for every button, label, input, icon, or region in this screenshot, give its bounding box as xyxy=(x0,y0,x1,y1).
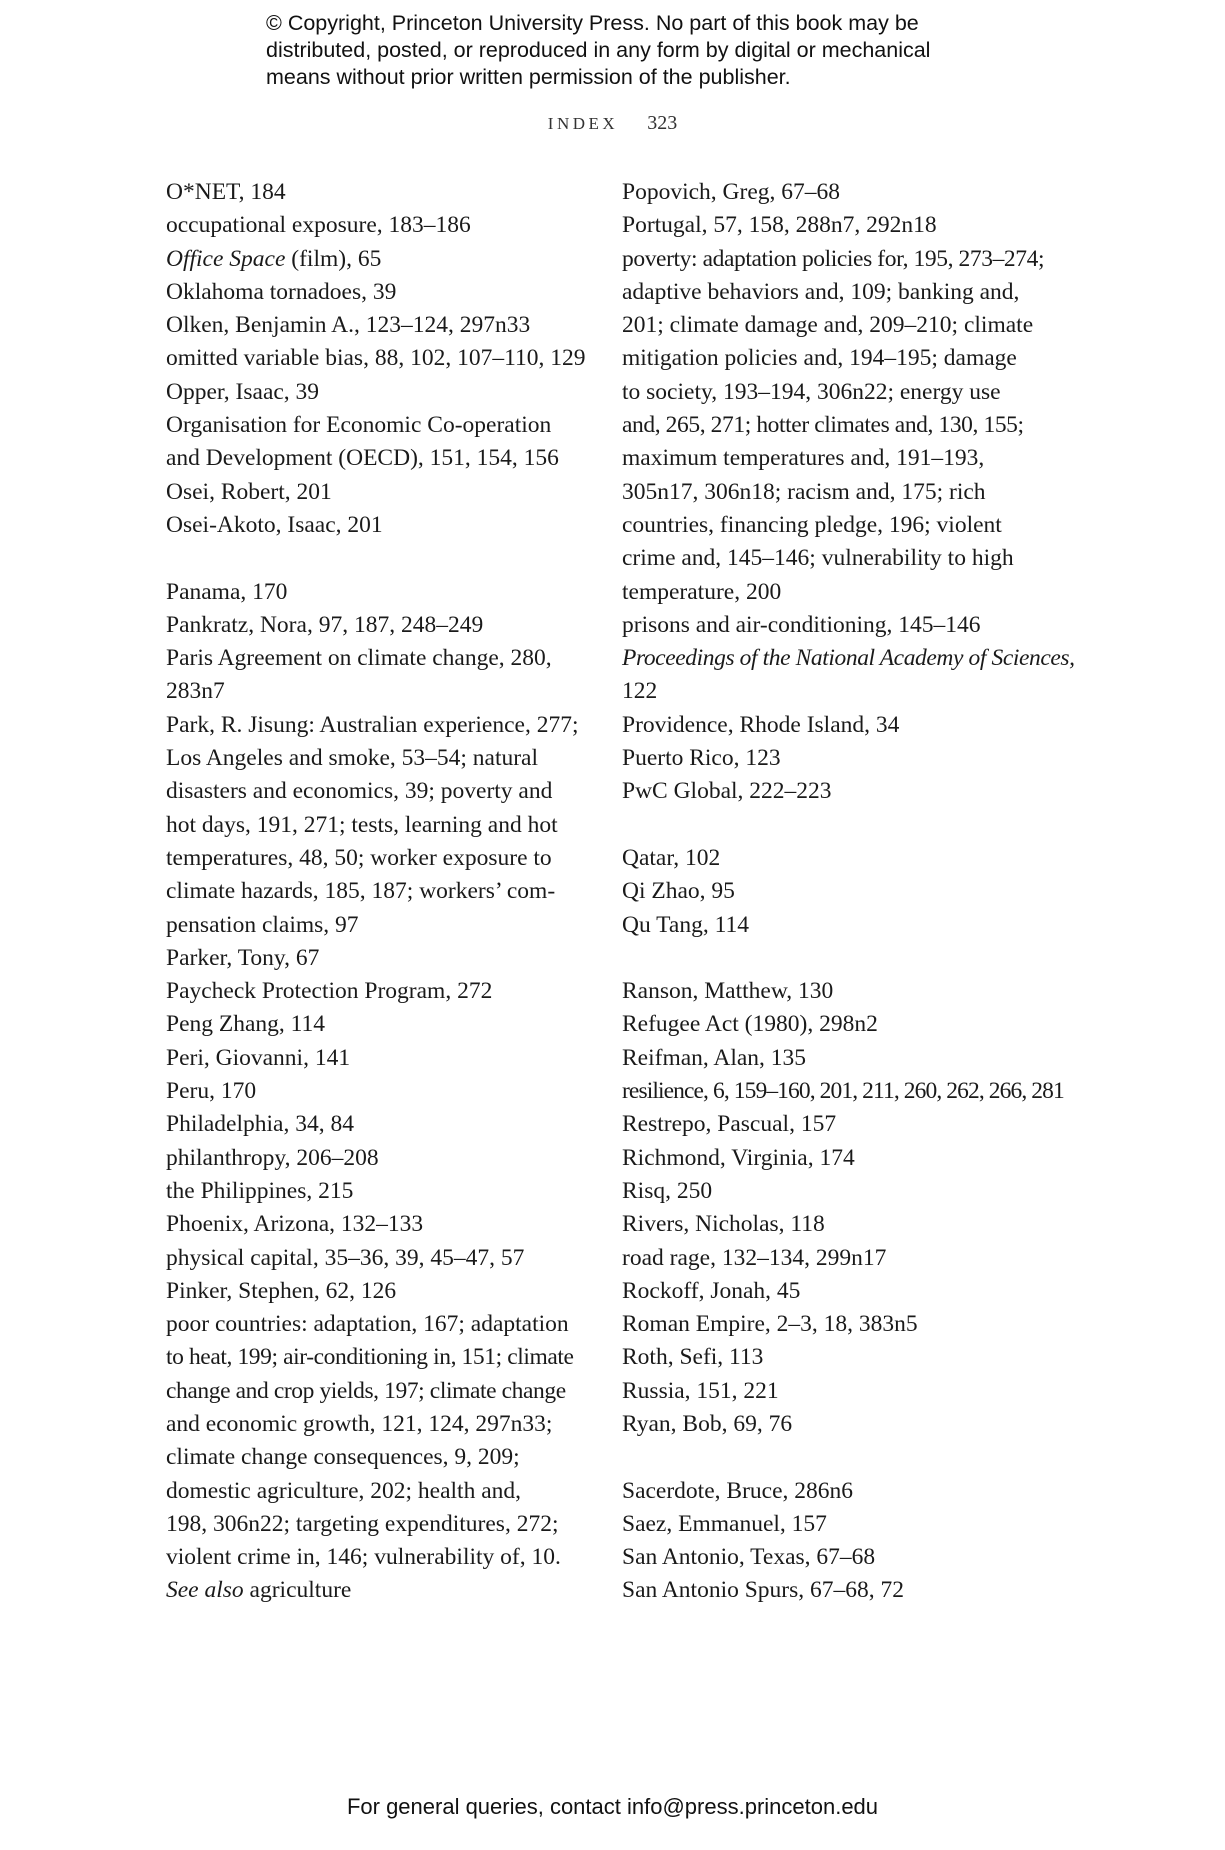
index-entry: Qatar, 102 xyxy=(622,844,721,871)
index-entry: Russia, 151, 221 xyxy=(622,1377,779,1404)
index-entry: Pankratz, Nora, 97, 187, 248–249 xyxy=(166,611,484,638)
copyright-line: © Copyright, Princeton University Press. No part of this book may be xyxy=(266,11,919,35)
index-entry: Paycheck Protection Program, 272 xyxy=(166,978,493,1005)
index-entry: Sacerdote, Bruce, 286n6 xyxy=(622,1477,854,1504)
index-entry: Popovich, Greg, 67–68 xyxy=(622,179,841,205)
index-entry: Rivers, Nicholas, 118 xyxy=(622,1211,825,1238)
index-entry: Organisation for Economic Co-operation and Development (OECD), 151, 154, 156 xyxy=(166,412,559,472)
index-entry: Oklahoma tornadoes, 39 xyxy=(166,278,397,305)
index-entry: O*NET, 184 xyxy=(166,179,286,205)
index-entry: resilience, 6, 159–160, 201, 211, 260, 262, 266, 281 xyxy=(622,1078,1064,1105)
index-entry: Parker, Tony, 67 xyxy=(166,944,320,971)
letter-group-gap xyxy=(622,1441,1042,1474)
index-entry: Philadelphia, 34, 84 xyxy=(166,1111,354,1138)
index-entry: Ryan, Bob, 69, 76 xyxy=(622,1410,793,1437)
index-entry: Phoenix, Arizona, 132–133 xyxy=(166,1211,424,1238)
index-entry: Olken, Benjamin A., 123–124, 297n33 xyxy=(166,312,531,339)
index-entry: Risq, 250 xyxy=(622,1177,713,1204)
index-entry: Qi Zhao, 95 xyxy=(622,878,735,905)
index-entry: Opper, Isaac, 39 xyxy=(166,378,320,405)
footer-contact: For general queries, contact info@press.princeton.edu xyxy=(346,1794,879,1819)
index-entry: Roth, Sefi, 113 xyxy=(622,1344,764,1371)
index-entry: physical capital, 35–36, 39, 45–47, 57 xyxy=(166,1244,525,1271)
index-entry: Peru, 170 xyxy=(166,1078,257,1105)
index-entry: Qu Tang, 114 xyxy=(622,911,749,938)
index-column-right xyxy=(622,176,1075,1608)
work-title: Office Space xyxy=(166,245,286,272)
index-entry: Panama, 170 xyxy=(166,578,288,605)
index-entry: Osei-Akoto, Isaac, 201 xyxy=(166,511,383,538)
page-number: 323 xyxy=(647,112,678,134)
index-entry: Paris Agreement on climate change, 280, 283n7 xyxy=(166,645,552,705)
index-entry: Proceedings of the National Academy of Sciences, 122 xyxy=(622,642,1042,709)
index-entry: Puerto Rico, 123 xyxy=(622,745,781,772)
index-entry: Refugee Act (1980), 298n2 xyxy=(622,1011,878,1038)
letter-group-gap xyxy=(166,542,586,575)
copyright-line: distributed, posted, or reproduced in any form by digital or mechanical xyxy=(266,38,931,62)
index-entry: Park, R. Jisung: Australian experience, 277; Los Angeles and smoke, 53–54; natural disasters and economics, 39; poverty and hot days, 191, 271; tests, learning and hot temperatures, 48, 50; worker exposure to climate hazards, 185, 187; workers’ com- pensation claims, 97 xyxy=(166,711,579,938)
index-entry: prisons and air-conditioning, 145–146 xyxy=(622,611,981,638)
index-entry: poor countries: adaptation, 167; adaptation to heat, 199; air-conditioning in, 151; climate change and crop yields, 197; climate change and economic growth, 121, 124, 297n33; climate change consequences, 9, 209; domestic agriculture, 202; health and, 198, 306n22; targeting expenditures, 272; violent crime in, 146; vulnerability of, 10. See also agriculture xyxy=(166,1311,574,1604)
index-entry: Roman Empire, 2–3, 18, 383n5 xyxy=(622,1311,918,1338)
see-also: See also xyxy=(166,1577,244,1604)
index-entry: San Antonio, Texas, 67–68 xyxy=(622,1544,876,1571)
running-head-label: INDEX xyxy=(547,114,619,133)
index-entry: Osei, Robert, 201 xyxy=(166,478,332,505)
index-entry: philanthropy, 206–208 xyxy=(166,1144,379,1171)
index-entry: Office Space (film), 65 xyxy=(166,245,382,272)
index-entry: Pinker, Stephen, 62, 126 xyxy=(166,1277,397,1304)
index-entry: Restrepo, Pascual, 157 xyxy=(622,1111,837,1138)
index-entry: road rage, 132–134, 299n17 xyxy=(622,1244,887,1271)
index-entry: the Philippines, 215 xyxy=(166,1177,354,1204)
index-entry: Providence, Rhode Island, 34 xyxy=(622,711,900,738)
index-entry: Portugal, 57, 158, 288n7, 292n18 xyxy=(622,212,937,239)
index-entry: Peri, Giovanni, 141 xyxy=(166,1044,351,1071)
index-entry: Peng Zhang, 114 xyxy=(166,1011,326,1038)
index-entry: Richmond, Virginia, 174 xyxy=(622,1144,855,1171)
letter-group-gap xyxy=(622,942,1042,975)
work-title: Proceedings of the National Academy of Sciences, xyxy=(622,645,1075,672)
index-entry: Ranson, Matthew, 130 xyxy=(622,978,834,1005)
index-entry: Rockoff, Jonah, 45 xyxy=(622,1277,801,1304)
running-head xyxy=(0,112,1225,135)
index-entry: Reifman, Alan, 135 xyxy=(622,1044,807,1071)
letter-group-gap xyxy=(622,809,1042,842)
copyright-notice xyxy=(266,10,1026,91)
index-column-left xyxy=(166,176,586,1608)
index-entry: occupational exposure, 183–186 xyxy=(166,212,471,239)
index-entry: poverty: adaptation policies for, 195, 273–274; adaptive behaviors and, 109; banking and, 201; climate damage and, 209–210; climate mitigation policies and, 194–195; damage to society, 193–194, 306n22; energy use and, 265, 271; hotter climates and, 130, 155; maximum temperatures and, 191–193, 305n17, 306n18; racism and, 175; rich countries, financing pledge, 196; violent crime and, 145–146; vulnerability to high temperature, 200 xyxy=(622,245,1045,605)
index-entry: omitted variable bias, 88, 102, 107–110, 129 xyxy=(166,345,586,372)
index-entry: San Antonio Spurs, 67–68, 72 xyxy=(622,1577,905,1604)
index-entry: Saez, Emmanuel, 157 xyxy=(622,1510,827,1537)
index-entry: PwC Global, 222–223 xyxy=(622,778,832,805)
copyright-line: means without prior written permission of the publisher. xyxy=(266,65,791,89)
